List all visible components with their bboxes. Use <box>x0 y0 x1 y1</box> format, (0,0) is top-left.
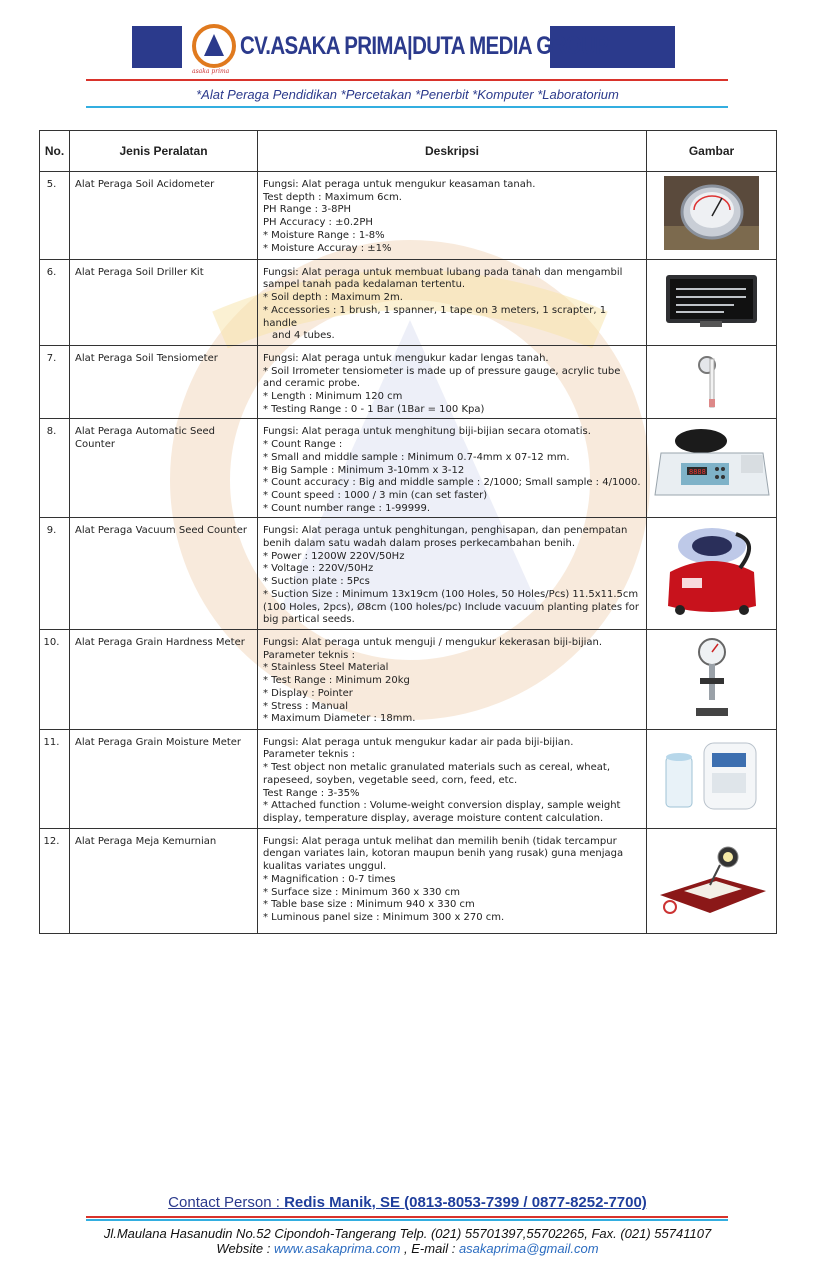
desc-line: Fungsi: Alat peraga untuk mengukur kadar lengas tanah. <box>263 352 549 364</box>
equipment-description <box>258 345 647 419</box>
desc-line: * Count Range : <box>263 439 343 451</box>
equipment-name: Alat Peraga Meja Kemurnian <box>70 828 258 933</box>
desc-line: * Voltage : 220V/50Hz <box>263 563 374 575</box>
equipment-table <box>39 130 777 934</box>
desc-line: * Suction plate : 5Pcs <box>263 576 370 588</box>
table-row <box>40 345 777 419</box>
equipment-image-cell <box>647 419 777 518</box>
equipment-description <box>258 729 647 828</box>
desc-line: * Big Sample : Minimum 3-10mm x 3-12 <box>263 464 465 476</box>
equipment-name: Alat Peraga Grain Hardness Meter <box>70 630 258 730</box>
seed-counter-photo <box>651 425 773 507</box>
row-number: 6. <box>40 259 70 345</box>
header-deskripsi: Deskripsi <box>258 131 647 172</box>
header-divider-blue <box>86 106 728 108</box>
company-logo-icon <box>192 24 236 68</box>
tagline: *Alat Peraga Pendidikan *Percetakan *Penerbit *Komputer *Laboratorium <box>196 87 619 102</box>
footer-divider-red <box>86 1216 728 1218</box>
table-row <box>40 259 777 345</box>
desc-line: * Moisture Accuray : ±1% <box>263 242 392 254</box>
equipment-description <box>258 172 647 260</box>
equipment-image-cell <box>647 172 777 260</box>
equipment-image-cell <box>647 828 777 933</box>
desc-line: * Count accuracy : Big and middle sample : 2/1000; Small sample : 4/1000. <box>263 477 641 489</box>
equipment-description <box>258 630 647 730</box>
equipment-image-cell <box>647 259 777 345</box>
company-address: Jl.Maulana Hasanudin No.52 Cipondoh-Tangerang Telp. (021) 55701397,55702265, Fax. (021) 55741107 <box>103 1226 712 1241</box>
desc-line: Fungsi: Alat peraga untuk mengukur kadar air pada biji-bijian. <box>263 736 574 748</box>
equipment-name: Alat Peraga Vacuum Seed Counter <box>70 518 258 630</box>
equipment-image-cell <box>647 729 777 828</box>
email-label: , E-mail : <box>400 1241 459 1256</box>
header-jenis: Jenis Peralatan <box>70 131 258 172</box>
meja-kemurnian-photo <box>654 841 770 915</box>
svg-text:8888: 8888 <box>689 468 706 477</box>
desc-line: * Suction Size : Minimum 13x19cm (100 Holes, 50 Holes/Pcs) 11.5x11.5cm (100 Holes, 2pcs), Ø8cm (100 holes/pc) Include vacuum planting plates for big partical seeds. <box>263 588 640 626</box>
desc-line: Test Range : 3-35% <box>263 787 360 799</box>
equipment-description <box>258 518 647 630</box>
table-row <box>40 419 777 518</box>
equipment-description <box>258 828 647 933</box>
desc-line: Fungsi: Alat peraga untuk menghitung biji-bijian secara otomatis. <box>263 426 591 438</box>
table-row <box>40 729 777 828</box>
website-label: Website : <box>216 1241 274 1256</box>
desc-line: Parameter teknis : <box>263 649 355 661</box>
desc-line: * Accessories : 1 brush, 1 spanner, 1 tape on 3 meters, 1 scrapter, 1 handle <box>263 304 607 329</box>
desc-line: * Magnification : 0-7 times <box>263 873 396 885</box>
desc-line: Fungsi: Alat peraga untuk melihat dan memilih benih (tidak tercampur dengan variates lain, kotoran maupun benih yang rusak) guna menjaga kualitas variates unggul. <box>263 835 624 873</box>
desc-line: * Stainless Steel Material <box>263 662 389 674</box>
desc-line: * Testing Range : 0 - 1 Bar (1Bar = 100 Kpa) <box>263 403 485 415</box>
row-number: 12. <box>40 828 70 933</box>
equipment-name: Alat Peraga Soil Tensiometer <box>70 345 258 419</box>
desc-line: and 4 tubes. <box>272 330 335 342</box>
desc-line: * Soil Irrometer tensiometer is made up of pressure gauge, acrylic tube and ceramic probe. <box>263 365 621 390</box>
equipment-description <box>258 419 647 518</box>
desc-line: PH Range : 3-8PH <box>263 204 352 216</box>
table-row <box>40 518 777 630</box>
desc-line: * Count number range : 1-99999. <box>263 502 431 514</box>
desc-line: * Test Range : Minimum 20kg <box>263 675 410 687</box>
equipment-name: Alat Peraga Grain Moisture Meter <box>70 729 258 828</box>
company-name: CV.ASAKA PRIMA|DUTA MEDIA GROUP <box>240 32 609 60</box>
row-number: 7. <box>40 345 70 419</box>
desc-line: * Moisture Range : 1-8% <box>263 229 385 241</box>
soil-driller-kit-photo <box>664 271 759 329</box>
grain-hardness-meter-photo <box>690 634 734 720</box>
header-no: No. <box>40 131 70 172</box>
vacuum-seed-counter-photo <box>656 522 768 620</box>
desc-line: Fungsi: Alat peraga untuk membuat lubang pada tanah dan mengambil sampel tanah pada kedalaman tertentu. <box>263 266 623 291</box>
footer-divider-blue <box>86 1219 728 1221</box>
table-header-row <box>40 131 777 172</box>
desc-line: * Table base size : Minimum 940 x 330 cm <box>263 899 475 911</box>
desc-line: Test depth : Maximum 6cm. <box>263 191 402 203</box>
equipment-name: Alat Peraga Soil Driller Kit <box>70 259 258 345</box>
desc-line: Fungsi: Alat peraga untuk mengukur keasaman tanah. <box>263 179 536 190</box>
desc-line: * Small and middle sample : Minimum 0.7-4mm x 07-12 mm. <box>263 451 570 463</box>
contact-links <box>0 1241 815 1256</box>
equipment-name: Alat Peraga Soil Acidometer <box>70 172 258 260</box>
contact-person <box>0 1194 815 1211</box>
desc-line: * Soil depth : Maximum 2m. <box>263 292 403 304</box>
equipment-description <box>258 259 647 345</box>
desc-line: * Stress : Manual <box>263 700 348 712</box>
desc-line: * Maximum Diameter : 18mm. <box>263 713 416 725</box>
table-row <box>40 172 777 260</box>
equipment-image-cell <box>647 630 777 730</box>
equipment-name: Alat Peraga Automatic Seed Counter <box>70 419 258 518</box>
table-row <box>40 630 777 730</box>
table-row <box>40 828 777 933</box>
desc-line: * Count speed : 1000 / 3 min (can set faster) <box>263 489 488 501</box>
grain-moisture-meter-photo <box>660 739 764 813</box>
equipment-image-cell <box>647 345 777 419</box>
desc-line: * Power : 1200W 220V/50Hz <box>263 550 405 562</box>
header-left-bar <box>132 26 182 68</box>
desc-line: Fungsi: Alat peraga untuk menguji / mengukur kekerasan biji-bijian. <box>263 637 603 649</box>
header-divider-red <box>86 79 728 81</box>
row-number: 8. <box>40 419 70 518</box>
row-number: 10. <box>40 630 70 730</box>
desc-line: Fungsi: Alat peraga untuk penghitungan, penghisapan, dan penempatan benih dalam satu wadah dalam proses perkecambahan benih. <box>263 525 628 550</box>
desc-line: PH Accuracy : ±0.2PH <box>263 217 373 229</box>
desc-line: * Display : Pointer <box>263 687 353 699</box>
desc-line: Parameter teknis : <box>263 749 355 761</box>
soil-acidometer-photo <box>664 176 759 250</box>
desc-line: * Surface size : Minimum 360 x 330 cm <box>263 886 460 898</box>
row-number: 11. <box>40 729 70 828</box>
contact-label: Contact Person : <box>168 1194 285 1211</box>
desc-line: * Length : Minimum 120 cm <box>263 391 403 403</box>
email-link[interactable]: asakaprima@gmail.com <box>458 1241 599 1256</box>
logo-caption: asaka prima <box>192 68 230 75</box>
desc-line: * Attached function : Volume-weight conversion display, sample weight display, temperature display, average moisture content calculation. <box>263 800 621 824</box>
soil-tensiometer-photo <box>692 351 732 409</box>
contact-name: Redis Manik, SE (0813-8053-7399 / 0877-8252-7700) <box>284 1194 647 1211</box>
row-number: 9. <box>40 518 70 630</box>
header-gambar: Gambar <box>647 131 777 172</box>
desc-line: * Test object non metalic granulated materials such as cereal, wheat, rapeseed, soyben, vegetable seed, corn, feed, etc. <box>263 762 611 786</box>
footer-address-block <box>0 1226 815 1256</box>
equipment-image-cell <box>647 518 777 630</box>
desc-line: * Luminous panel size : Minimum 300 x 270 cm. <box>263 911 505 923</box>
website-link[interactable]: www.asakaprima.com <box>273 1241 401 1256</box>
row-number: 5. <box>40 172 70 260</box>
